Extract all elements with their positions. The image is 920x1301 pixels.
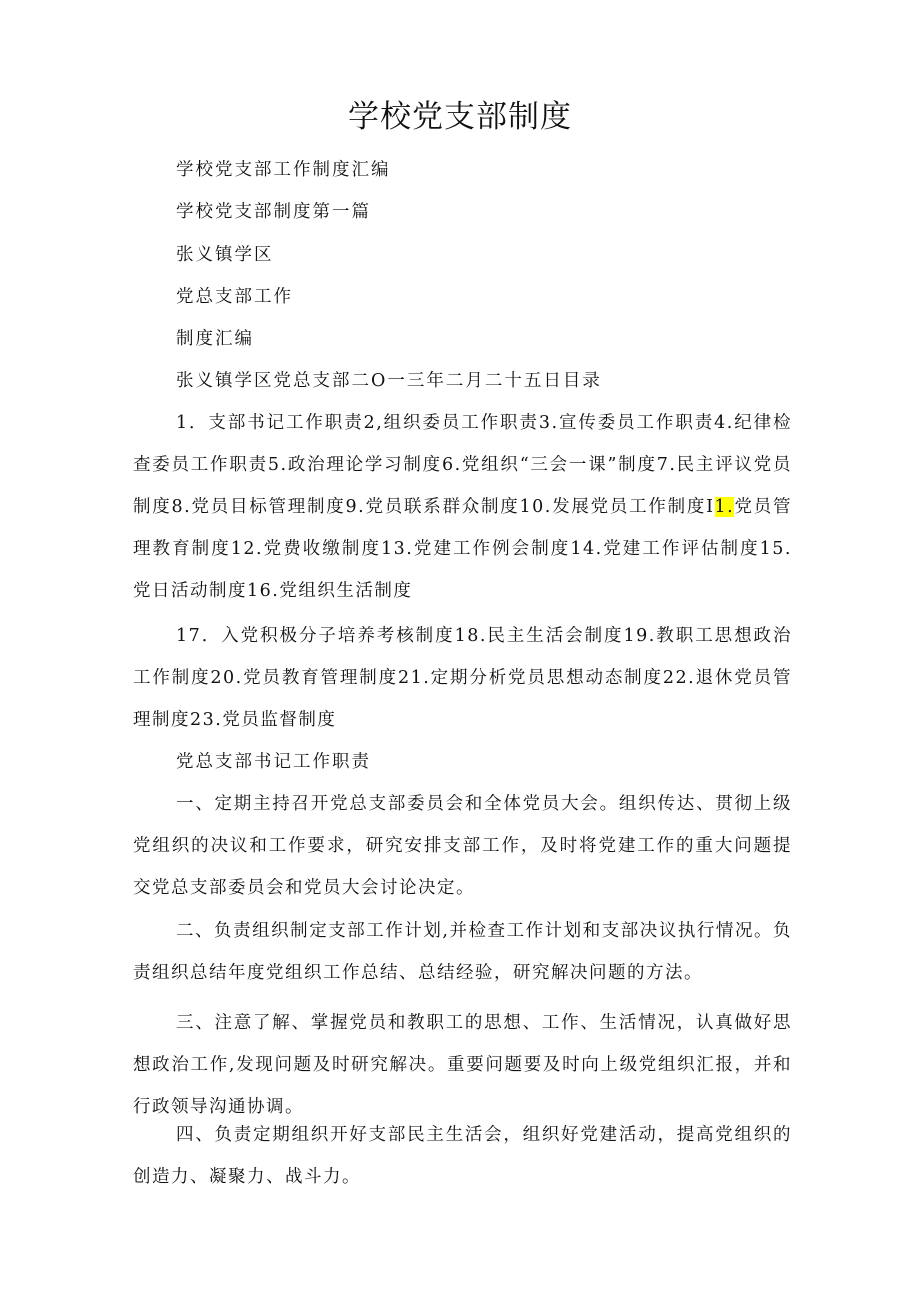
toc-1-text-a: 1．支部书记工作职责2,组织委员工作职责3.宣传委员工作职责4.纪律检查委员工作职责5.政治理论学习制度6.党组织“三会一课”制度7.民主评议党员制度8.党员目标管理制度9.党员联系群众制度10.发展党员工作制度I	[133, 413, 792, 517]
duty-paragraph-3: 三、注意了解、掌握党员和教职工的思想、工作、生活情况，认真做好思想政治工作,发现问题及时研究解决。重要问题要及时向上级党组织汇报，并和行政领导沟通协调。	[133, 1013, 792, 1117]
toc-highlight-mark: 1.	[714, 497, 735, 517]
section-heading: 党总支部书记工作职责	[176, 752, 371, 772]
toc-paragraph-1	[133, 402, 792, 612]
duty-paragraph-4: 四、负责定期组织开好支部民主生活会，组织好党建活动，提高党组织的创造力、凝聚力、战斗力。	[133, 1125, 792, 1187]
header-line-compilation: 学校党支部工作制度汇编	[176, 160, 391, 180]
duty-paragraph-2: 二、负责组织制定支部工作计划,并检查工作计划和支部决议执行情况。负责组织总结年度党组织工作总结、总结经验，研究解决问题的方法。	[133, 921, 792, 983]
header-line-compilation-2: 制度汇编	[176, 329, 254, 349]
header-line-district: 张义镇学区	[176, 245, 274, 265]
toc-1-text-b: 党员管理教育制度12.党费收缴制度13.党建工作例会制度14.党建工作评估制度15.党日活动制度16.党组织生活制度	[133, 497, 792, 601]
duty-paragraph-1: 一、定期主持召开党总支部委员会和全体党员大会。组织传达、贯彻上级党组织的决议和工作要求，研究安排支部工作，及时将党建工作的重大问题提交党总支部委员会和党员大会讨论决定。	[133, 794, 792, 898]
header-line-branch-work: 党总支部工作	[176, 287, 293, 307]
header-line-first-part: 学校党支部制度第一篇	[176, 202, 371, 222]
document-title: 学校党支部制度	[348, 99, 572, 135]
toc-paragraph-2: 17．入党积极分子培养考核制度18.民主生活会制度19.教职工思想政治工作制度20.党员教育管理制度21.定期分析党员思想动态制度22.退休党员管理制度23.党员监督制度	[133, 626, 792, 730]
header-line-date-contents: 张义镇学区党总支部二O一三年二月二十五日目录	[176, 371, 602, 391]
